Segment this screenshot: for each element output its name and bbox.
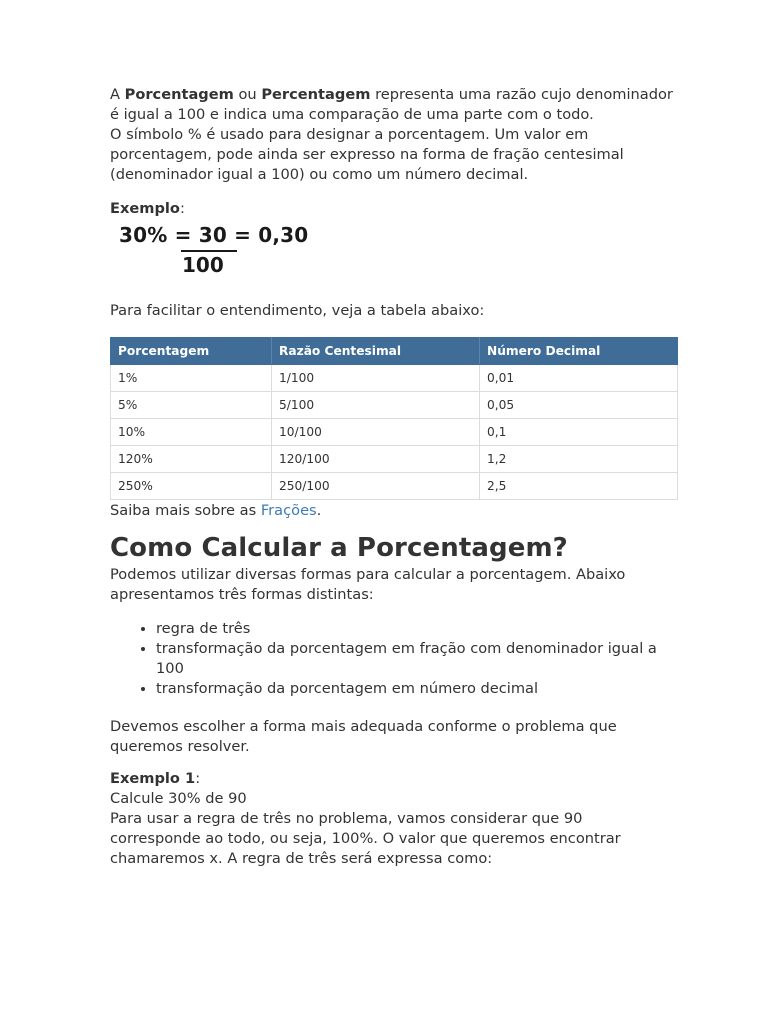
term-percentagem: Percentagem [261,86,371,103]
example-1-label: Exemplo 1: [110,770,201,787]
methods-list [110,619,680,699]
intro-line-4: porcentagem, pode ainda ser expresso na forma de fração centesimal [110,146,624,163]
table-cell: 0,1 [480,419,678,446]
table-cell: 0,05 [480,392,678,419]
example-1-line: Calcule 30% de 90 [110,790,247,807]
example-1-line: corresponde ao todo, ou seja, 100%. O valor que queremos encontrar [110,830,621,847]
table-intro: Para facilitar o entendimento, veja a tabela abaixo: [110,302,485,319]
intro-line-1: A Porcentagem ou Percentagem representa uma razão cujo denominador [110,86,673,103]
table-cell: 250% [111,473,272,500]
section-title: Como Calcular a Porcentagem? [110,533,568,563]
section-intro: Podemos utilizar diversas formas para calcular a porcentagem. Abaixo apresentamos três formas distintas: [110,566,626,603]
table-cell: 5% [111,392,272,419]
intro-line-3: O símbolo % é usado para designar a porcentagem. Um valor em [110,126,589,143]
choose-method-paragraph: Devemos escolher a forma mais adequada conforme o problema que queremos resolver. [110,718,617,755]
table-row [111,392,678,419]
table-row [111,446,678,473]
intro-line-5: (denominador igual a 100) ou como um número decimal. [110,166,529,183]
table-cell: 1,2 [480,446,678,473]
table-cell: 120% [111,446,272,473]
table-row [111,419,678,446]
table-cell: 120/100 [272,446,480,473]
intro-paragraph [110,85,680,185]
formula-denominator: 100 [182,253,224,277]
table-cell: 5/100 [272,392,480,419]
table-cell: 2,5 [480,473,678,500]
article-content [110,85,680,869]
table-cell: 0,01 [480,365,678,392]
example-1 [110,769,680,869]
example-label: Exemplo: [110,200,185,217]
header-razao-centesimal: Razão Centesimal [272,338,480,365]
intro-line-2: é igual a 100 e indica uma comparação de uma parte com o todo. [110,106,594,123]
list-item: • regra de três [156,619,680,639]
percentage-table [110,337,678,500]
example-1-line: Para usar a regra de três no problema, vamos considerar que 90 [110,810,583,827]
table-cell: 1% [111,365,272,392]
fracoes-link[interactable]: Frações [260,502,317,519]
formula-main: 30% = 30 = 0,30 [119,223,309,247]
table-header-row [111,338,678,365]
header-porcentagem: Porcentagem [111,338,272,365]
table-cell: 1/100 [272,365,480,392]
table-row [111,473,678,500]
fraction-bar [181,250,237,252]
list-item: • transformação da porcentagem em número decimal [156,679,680,699]
table-cell: 10% [111,419,272,446]
table-cell: 250/100 [272,473,480,500]
table-row [111,365,678,392]
list-item: • transformação da porcentagem em fração com denominador igual a 100 [156,639,680,679]
example-1-line: chamaremos x. A regra de três será expressa como: [110,850,493,867]
table-cell: 10/100 [272,419,480,446]
read-more-line: Saiba mais sobre as Frações. [110,502,322,519]
header-numero-decimal: Número Decimal [480,338,678,365]
term-porcentagem: Porcentagem [124,86,234,103]
percentage-formula [119,223,680,281]
